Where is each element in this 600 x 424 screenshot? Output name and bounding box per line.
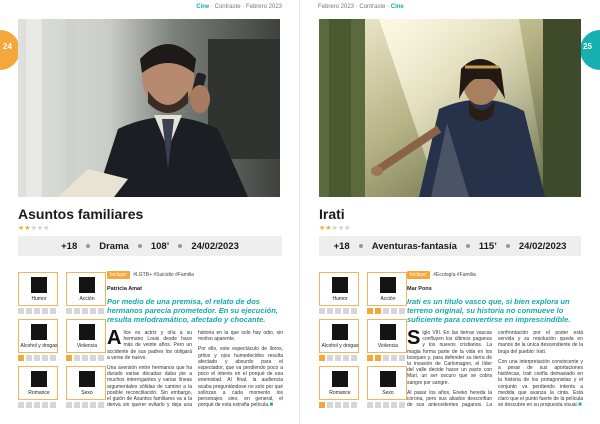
heart-icon — [31, 371, 47, 387]
rating-tile-violencia: Violencia — [66, 319, 106, 363]
star-icon: ★ — [30, 225, 37, 232]
knife-icon — [79, 324, 95, 340]
laughing-mask-icon — [31, 277, 47, 293]
drop-cap: A — [107, 327, 122, 349]
rating-tile-alcohol: Alcohol y drogas — [319, 319, 359, 363]
rating-tile-accion: Acción — [66, 272, 106, 316]
sex-icon — [79, 371, 95, 387]
separator-dot — [506, 244, 510, 248]
issue-date: Febrero 2023 — [245, 4, 282, 10]
rating-bars — [66, 402, 104, 408]
separator-dot — [86, 244, 90, 248]
star-icon: ★ — [319, 225, 326, 232]
star-rating — [18, 224, 49, 232]
fist-icon — [380, 277, 396, 293]
bottle-icon — [332, 324, 348, 340]
section-name: Cine — [390, 4, 404, 10]
film-still-photo — [18, 19, 280, 197]
genre: Drama — [99, 240, 129, 252]
rating-tile-accion: Acción — [367, 272, 407, 316]
rating-bars — [18, 308, 56, 314]
star-icon: ★ — [18, 225, 25, 232]
rating-tile-violencia: Violencia — [367, 319, 407, 363]
page-number-badge: 24 — [0, 30, 20, 70]
star-icon: ★ — [43, 225, 50, 232]
rating-bars — [66, 355, 104, 361]
rating-tile-romance: Romance — [18, 366, 58, 410]
separator-dot — [178, 244, 182, 248]
release-date: 24/02/2023 — [191, 240, 239, 252]
duration: 108’ — [150, 240, 170, 252]
includes-badge: Incluye: — [407, 271, 430, 279]
review-lead: Por medio de una premisa, el relato de dos hermanos parecía prometedor. En su ejecución, resulta melodramático, afectado y chocante. — [107, 297, 278, 324]
end-mark-icon: ■ — [578, 402, 582, 409]
separator-dot — [138, 244, 142, 248]
sex-icon — [380, 371, 396, 387]
star-rating — [319, 224, 350, 232]
category-name: Contraste — [359, 4, 386, 10]
age-rating: +18 — [333, 240, 350, 252]
hashtags: #Ecología #Familia — [433, 272, 476, 278]
film-still-photo — [319, 19, 581, 197]
rating-bars — [18, 355, 56, 361]
rating-bars — [319, 402, 357, 408]
rating-bars — [367, 402, 405, 408]
age-rating: +18 — [61, 240, 78, 252]
rating-tile-romance: Romance — [319, 366, 359, 410]
review-lead: Irati es un título vasco que, si bien explora un terreno original, su historia no conmueve lo suficiente para convertirse en imprescindible. — [407, 297, 571, 324]
rating-tile-sexo: Sexo — [66, 366, 106, 410]
heart-icon — [332, 371, 348, 387]
review-author: Patricia Amat — [107, 286, 142, 292]
category-name: Contraste — [214, 4, 241, 10]
rating-bars — [319, 308, 357, 314]
content-tags — [407, 272, 476, 278]
star-icon: ★ — [337, 225, 345, 232]
rating-tile-alcohol: Alcohol y drogas — [18, 319, 58, 363]
separator-dot — [359, 244, 363, 248]
issue-date: Febrero 2023 — [318, 4, 355, 10]
includes-badge: Incluye: — [107, 271, 130, 279]
film-title: Irati — [319, 206, 345, 222]
man-on-phone-image — [18, 19, 280, 197]
hashtags: #LGTB+ #Suicidio #Familia — [133, 272, 194, 278]
star-icon: ★ — [331, 225, 338, 232]
rating-tile-sexo: Sexo — [367, 366, 407, 410]
review-body: Siglo VIII. En las tierras vascas confluyen los últimos paganos y los nuevos cristianos. La magia forma parte de la vida en los bosques y, para defender su tierra de la invasión de Carlomagno, el líder del valle decide hacer un pacto con Mari, un ser oscuro que se cobra sangre por sangre. Al pasar los años, Eneko hereda la corona, pero sus aliados desconfían de sus antecedentes paganos. La confrontación por el poder está servida y su resolución queda en manos de la única descendiente de la bruja del pueblo: Irati. Con una interpretación convincente y a pesar de sus aportaciones históricas, Irati confía demasiado en la historia de los protagonistas y el conjunto va perdiendo interés a medida que avanza la cinta. Está claro que el punto fuerte de la película se descubre en su propuesta visual.■ — [407, 327, 583, 409]
right-page — [300, 0, 600, 424]
review-body: Alice es actriz y olía a su hermano Louis desde hace más de veinte años. Pero un accidente de sus padres los obligará a verse de nuevo. Una aversión entre hermanos que ha durado varias décadas daba pie a muchos interrogantes y varias líneas argumentales sólidas de camino a la posible reconciliación. Sin embargo, el guión de Asuntos familiares va a la deriva sin querer evitarlo y deja una historia en la que solo hay odio, sin motivo aparente. Por ello, este espectáculo de lloros, gritos y ojos humedecidos resulta afectado y absurdo para el espectador, que va perdiendo poco a poco el interés en el porqué de esa enemistad. Al final, la audiencia acaba preguntándose no solo por qué sollozan a cada momento los personajes sino, en general, el porqué de esta extraña película.■ — [107, 327, 283, 409]
rating-bars — [367, 355, 405, 361]
running-head: Febrero 2023 · Contraste · Cine — [318, 4, 404, 10]
review-author: Mar Pons — [407, 286, 432, 292]
rating-bars — [367, 308, 405, 314]
laughing-mask-icon — [332, 277, 348, 293]
content-tags — [107, 272, 194, 278]
release-date: 24/02/2023 — [518, 240, 567, 252]
film-meta-bar — [18, 236, 282, 256]
genre: Aventuras-fantasía — [371, 240, 457, 252]
knife-icon — [380, 324, 396, 340]
rating-bars — [66, 308, 104, 314]
duration: 115’ — [478, 240, 497, 252]
rating-bars — [319, 355, 357, 361]
warrior-in-forest-image — [319, 19, 581, 197]
bottle-icon — [31, 324, 47, 340]
star-icon: ★ — [36, 225, 44, 232]
running-head: Cine · Contraste · Febrero 2023 — [196, 4, 282, 10]
page-number-badge: 25 — [580, 30, 600, 70]
film-meta-bar — [319, 236, 581, 256]
separator-dot — [466, 244, 470, 248]
rating-tile-humor: Humor — [319, 272, 359, 316]
rating-bars — [18, 402, 56, 408]
star-icon: ★ — [325, 225, 332, 232]
section-name: Cine — [196, 4, 210, 10]
rating-tile-humor: Humor — [18, 272, 58, 316]
fist-icon — [79, 277, 95, 293]
star-icon: ★ — [344, 225, 351, 232]
star-icon: ★ — [24, 225, 31, 232]
film-title: Asuntos familiares — [18, 206, 144, 222]
end-mark-icon: ■ — [269, 402, 274, 409]
drop-cap: S — [407, 327, 421, 349]
